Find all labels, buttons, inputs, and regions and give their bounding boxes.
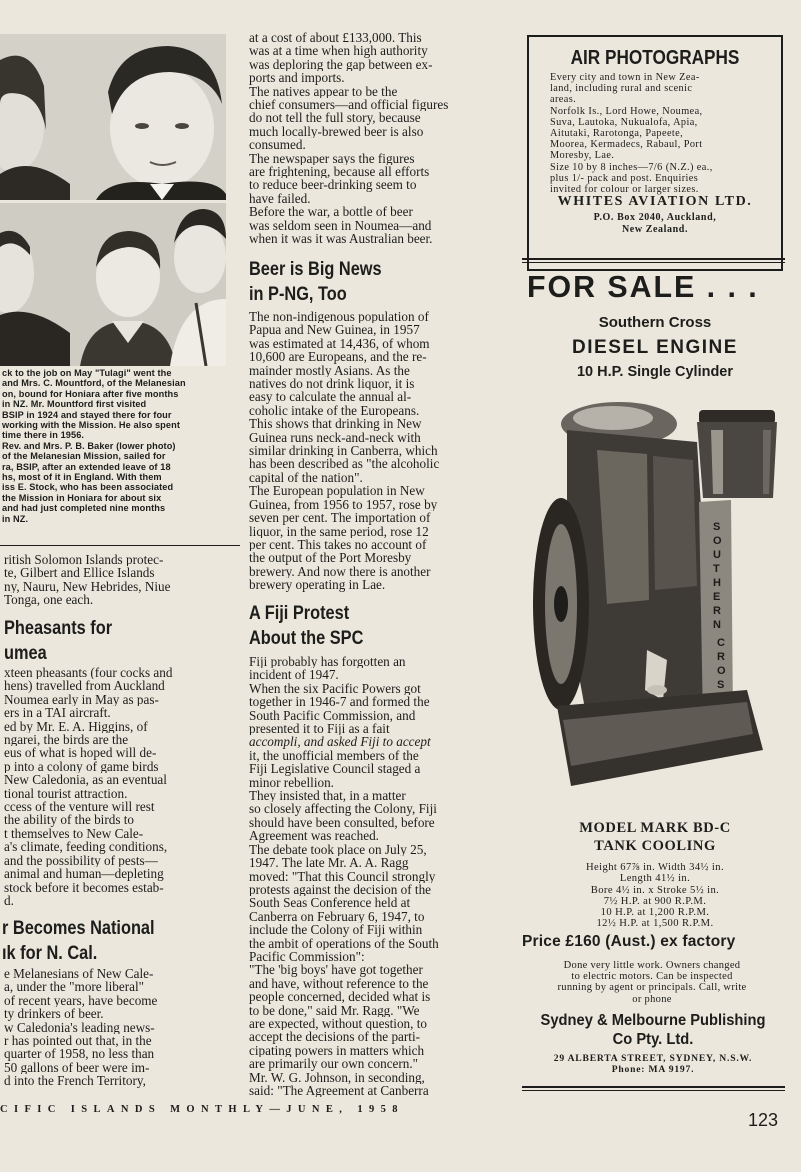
text-line: ers in a TAI aircraft.	[4, 706, 111, 720]
article-pheasants	[4, 666, 228, 907]
text-line: are expected, without question, to	[249, 1016, 427, 1031]
caption-line: the Mission in Honiara for about six	[2, 492, 162, 503]
diesel-engine-photo	[527, 390, 783, 810]
article-png	[249, 310, 505, 592]
text-line: Tonga, one each.	[4, 593, 94, 607]
ad-line: Suva, Lautoka, Nukualofa, Apia,	[550, 116, 698, 128]
text-line: mainder mostly Asians. As the	[249, 363, 410, 378]
ad-product: DIESEL ENGINE	[572, 337, 738, 358]
caption-line: in NZ. Mr. Mountford first visited	[2, 399, 147, 410]
text-line: protests against the decision of the	[249, 882, 432, 897]
running-footer: CIFIC ISLANDS MONTHLY—JUNE, 1958	[0, 1104, 404, 1115]
ad-product-spec: 10 H.P. Single Cylinder	[576, 364, 734, 380]
engine-model: MODEL MARK BD-C	[579, 820, 731, 836]
text-line: ngarei, the birds are the	[4, 733, 129, 747]
text-line: The European population in New	[249, 484, 425, 498]
headline-line: A Fiji Protest	[249, 603, 350, 624]
text-line: d into the French Territory,	[4, 1074, 146, 1088]
photo-caption	[2, 368, 228, 524]
headline-line: About the SPC	[249, 628, 364, 649]
text-line: animal and human—depleting	[4, 867, 164, 881]
text-line: brewery. And now there is another	[249, 564, 431, 579]
text-line: consumed.	[249, 138, 306, 152]
ad-address	[527, 212, 783, 236]
caption-line: hs, most of it in England. With them	[2, 472, 162, 483]
lower-photo	[0, 203, 226, 366]
headline-line: Beer is Big News	[249, 259, 382, 280]
note-line: running by agent or principals. Call, write	[557, 982, 747, 994]
text-line: t themselves to New Cale-	[4, 826, 144, 841]
text-line: a, under the "more liberal"	[4, 980, 145, 994]
text-line: was estimated at 14,436, of whom	[249, 336, 430, 351]
caption-line: of the Melanesian Mission, sailed for	[2, 451, 166, 462]
headline-png	[249, 257, 382, 307]
text-line: presented it to Fiji as a fait	[249, 722, 390, 736]
text-line: a's climate, feeding conditions,	[4, 840, 168, 854]
publisher-address	[522, 1053, 784, 1075]
text-line: The non-indigenous population of	[249, 310, 429, 324]
upper-photo	[0, 34, 226, 200]
spec-line: 7½ H.P. at 900 R.P.M.	[603, 895, 707, 907]
text-line: have failed.	[249, 191, 311, 206]
text-line: Canberra on February 6, 1947, to	[249, 909, 425, 924]
text-line: This shows that drinking in New	[249, 417, 422, 431]
note-line: or phone	[632, 993, 672, 1005]
ad-divider-bottom-thin	[522, 1090, 785, 1091]
caption-line: ck to the job on May "Tulagi" went the	[2, 368, 172, 378]
caption-line: Rev. and Mrs. P. B. Baker (lower photo)	[2, 440, 176, 451]
text-line: said: "The Agreement at Canberra	[249, 1084, 429, 1098]
text-line: ritish Solomon Islands protec-	[4, 553, 164, 567]
ad-line: Norfolk Is., Lord Howe, Noumea,	[550, 105, 703, 117]
text-line: Guinea, from 1956 to 1957, rose by	[249, 497, 438, 512]
caption-line: working with the Mission. He also spent	[2, 420, 180, 431]
text-line: Mr. W. G. Johnson, in seconding,	[249, 1070, 425, 1084]
spec-line: Length 41½ in.	[619, 873, 691, 885]
text-line: it, the unofficial members of the	[249, 748, 419, 763]
text-line: are primarily our own concern."	[249, 1057, 419, 1071]
text-line: liquor, in the same period, rose 12	[249, 524, 429, 538]
text-line: When the six Pacific Powers got	[249, 681, 421, 696]
spec-line: Bore 4½ in. x Stroke 5½ in.	[590, 884, 720, 896]
text-line: to reduce beer-drinking seem to	[249, 178, 417, 192]
text-line: are frightening, because all efforts	[249, 165, 430, 179]
text-line: Before the war, a bottle of beer	[249, 205, 413, 219]
ad-line: areas.	[550, 94, 577, 106]
ad-divider-top-thin	[522, 262, 785, 263]
text-line: accept the decisions of the parti-	[249, 1030, 420, 1044]
text-line: seven per cent. The importation of	[249, 511, 431, 525]
ad-line: Moorea, Kermadecs, Rabaul, Port	[550, 139, 703, 151]
ad-divider-bottom	[522, 1086, 785, 1088]
text-line: easy to calculate the annual al-	[249, 390, 412, 404]
col1-continued-text	[4, 553, 228, 607]
text-line: the output of the Port Moresby	[249, 551, 412, 565]
text-line: similar drinking in Canberra, which	[249, 444, 438, 458]
ad-address-line: New Zealand.	[621, 223, 689, 235]
text-line: capital of the nation".	[249, 470, 363, 485]
text-line: Pacific Commission":	[249, 949, 365, 964]
text-line: together in 1946-7 and formed the	[249, 695, 430, 709]
text-line: per cent. This takes no account of	[249, 537, 427, 552]
text-line: hens) travelled from Auckland	[4, 679, 165, 693]
text-line: Noumea early in May as pas-	[4, 692, 159, 707]
headline-beer	[2, 916, 155, 966]
text-line: cipating powers in matters which	[249, 1043, 425, 1058]
text-line: Fiji probably has forgotten an	[249, 655, 406, 669]
text-line: quarter of 1958, no less than	[4, 1047, 155, 1061]
text-line: minor rebellion.	[249, 775, 334, 790]
caption-line: in NZ.	[2, 513, 29, 524]
text-line: Guinea runs neck-and-neck with	[249, 430, 421, 445]
text-line: so closely affecting the Colony, Fiji	[249, 802, 437, 816]
text-line: to be done," said Mr. Ragg. "We	[249, 1003, 420, 1017]
text-line: was seldom seen in Noumea—and	[249, 218, 432, 233]
text-line: chief consumers—and official figures	[249, 98, 449, 112]
caption-line: ra, BSIP, after an extended leave of 18	[2, 461, 171, 472]
article-fiji	[249, 655, 505, 1097]
ad-line: invited for colour or larger sizes.	[550, 184, 699, 196]
text-line: Fiji Legislative Council staged a	[249, 762, 421, 776]
ad-company: WHITES AVIATION LTD.	[557, 194, 753, 209]
text-line: 10,600 are Europeans, and the re-	[249, 350, 427, 364]
caption-line: and Mrs. C. Mountford, of the Melanesian	[2, 378, 186, 389]
publisher-address-line: 29 ALBERTA STREET, SYDNEY, N.S.W.	[553, 1053, 753, 1064]
text-line: South Pacific Commission, and	[249, 708, 416, 723]
text-line: stock before it becomes estab-	[4, 880, 164, 894]
ad-line: Every city and town in New Zea-	[550, 72, 700, 83]
caption-line: on, bound for Honiara after five months	[2, 388, 179, 399]
text-line: of recent years, have become	[4, 993, 158, 1008]
spec-line: 12½ H.P. at 1,500 R.P.M.	[596, 918, 714, 930]
caption-line: iss E. Stock, who has been associated	[2, 482, 174, 493]
text-line: New Caledonia, as an eventual	[4, 773, 167, 787]
headline-line: in P-NG, Too	[249, 284, 347, 305]
text-line: Papua and New Guinea, in 1957	[249, 323, 420, 337]
text-line: Agreement was reached.	[249, 829, 379, 843]
text-line: and have, without reference to the	[249, 976, 429, 991]
text-line: natives do not drink liquor, it is	[249, 377, 415, 391]
text-line: people concerned, decided what is	[249, 990, 431, 1004]
text-line: was deploring the gap between ex-	[249, 57, 433, 72]
headline-line: umea	[4, 643, 47, 664]
publisher-name: Sydney & Melbourne Publishing	[540, 1012, 766, 1029]
spec-line: 10 H.P. at 1,200 R.P.M.	[600, 907, 710, 919]
text-line: r has pointed out that, in the	[4, 1034, 152, 1048]
text-line: tional tourist attraction.	[4, 786, 128, 801]
headline-pheasants	[4, 616, 112, 666]
note-line: to electric motors. Can be inspected	[571, 971, 733, 983]
headline-fiji	[249, 601, 363, 651]
caption-line: time there in 1956.	[2, 430, 85, 441]
headline-line: r Becomes National	[2, 918, 155, 939]
text-line: e Melanesians of New Cale-	[4, 967, 154, 981]
text-line: w Caledonia's leading news-	[4, 1020, 155, 1035]
text-line: has been described as "the alcoholic	[249, 457, 440, 471]
ad-title: AIR PHOTOGRAPHS	[570, 47, 740, 69]
engine-specs	[527, 862, 783, 930]
ad-line: plus 1/- pack and post. Enquiries	[550, 172, 699, 184]
engine-note	[523, 960, 781, 1005]
ad-brand: Southern Cross	[598, 314, 712, 331]
text-line: when it was it was Australian beer.	[249, 232, 433, 246]
text-line: 50 gallons of beer were im-	[4, 1060, 150, 1075]
publisher-address-line: Phone: MA 9197.	[611, 1064, 695, 1075]
text-line: They insisted that, in a matter	[249, 789, 406, 803]
engine-price: Price £160 (Aust.) ex factory	[522, 933, 736, 950]
engine-lettering: S O U T H E R N C R O S	[713, 521, 726, 691]
engine-cooling: TANK COOLING	[594, 838, 716, 854]
text-line: 1947. The late Mr. A. A. Ragg	[249, 856, 409, 870]
ad-body	[550, 72, 776, 195]
text-line: include the Colony of Fiji within	[249, 923, 423, 937]
text-line: d.	[4, 893, 14, 908]
headline-line: Pheasants for	[4, 618, 113, 639]
note-line: Done very little work. Owners changed	[563, 960, 741, 971]
text-line: te, Gilbert and Ellice Islands	[4, 566, 155, 580]
text-line: The newspaper says the figures	[249, 151, 415, 166]
text-line: ccess of the venture will rest	[4, 800, 155, 814]
text-line: and the possibility of pests—	[4, 853, 158, 868]
article-beer-national	[4, 967, 228, 1088]
text-line: at a cost of about £133,000. This	[249, 31, 422, 45]
publisher-company: Co Pty. Ltd.	[612, 1031, 694, 1048]
caption-line: BSIP in 1924 and stayed there for four	[2, 409, 172, 420]
text-line: brewery operating in Lae.	[249, 578, 386, 592]
ad-line: Aitutaki, Rarotonga, Papeete,	[550, 128, 684, 140]
text-line: The debate took place on July 25,	[249, 842, 427, 857]
text-line: much locally-brewed beer is also	[249, 124, 424, 139]
text-line: p into a colony of game birds	[4, 759, 159, 774]
text-line: ty drinkers of beer.	[4, 1007, 104, 1021]
text-line: should have been consulted, before	[249, 815, 435, 830]
text-line: the ambit of operations of the South	[249, 936, 439, 950]
text-line: was at a time when high authority	[249, 44, 428, 58]
text-line: ny, Nauru, New Hebrides, Niue	[4, 579, 171, 594]
text-line: incident of 1947.	[249, 668, 339, 682]
page-number: 123	[748, 1110, 779, 1130]
text-line: ports and imports.	[249, 71, 345, 85]
ad-divider-top	[522, 258, 785, 260]
text-line: moved: "That this Council strongly	[249, 869, 436, 883]
text-line: "The 'big boys' have got together	[249, 963, 423, 977]
text-line: ed by Mr. E. A. Higgins, of	[4, 719, 148, 734]
for-sale-headline: FOR SALE . . .	[527, 269, 759, 304]
article-noumea-beer-end	[249, 31, 505, 246]
text-line: coholic intake of the Europeans.	[249, 403, 420, 418]
ad-address-line: P.O. Box 2040, Auckland,	[593, 212, 717, 223]
caption-divider	[0, 545, 240, 546]
ad-line: Moresby, Lae.	[550, 150, 615, 162]
text-line: eus of what is hoped will de-	[4, 746, 157, 760]
text-line: The natives appear to be the	[249, 84, 398, 99]
headline-line: ık for N. Cal.	[2, 943, 98, 964]
text-line: the ability of the birds to	[4, 813, 135, 827]
ad-line: land, including rural and scenic	[550, 83, 693, 95]
text-line: accompli, and asked Fiji to accept	[249, 735, 431, 749]
spec-line: Height 67⅞ in. Width 34½ in.	[586, 862, 724, 873]
text-line: do not tell the full story, because	[249, 111, 421, 125]
ad-line: Size 10 by 8 inches—7/6 (N.Z.) ea.,	[550, 161, 713, 173]
text-line: South Seas Conference held at	[249, 896, 411, 910]
caption-line: and had just completed nine months	[2, 503, 166, 514]
text-line: xteen pheasants (four cocks and	[4, 666, 173, 680]
